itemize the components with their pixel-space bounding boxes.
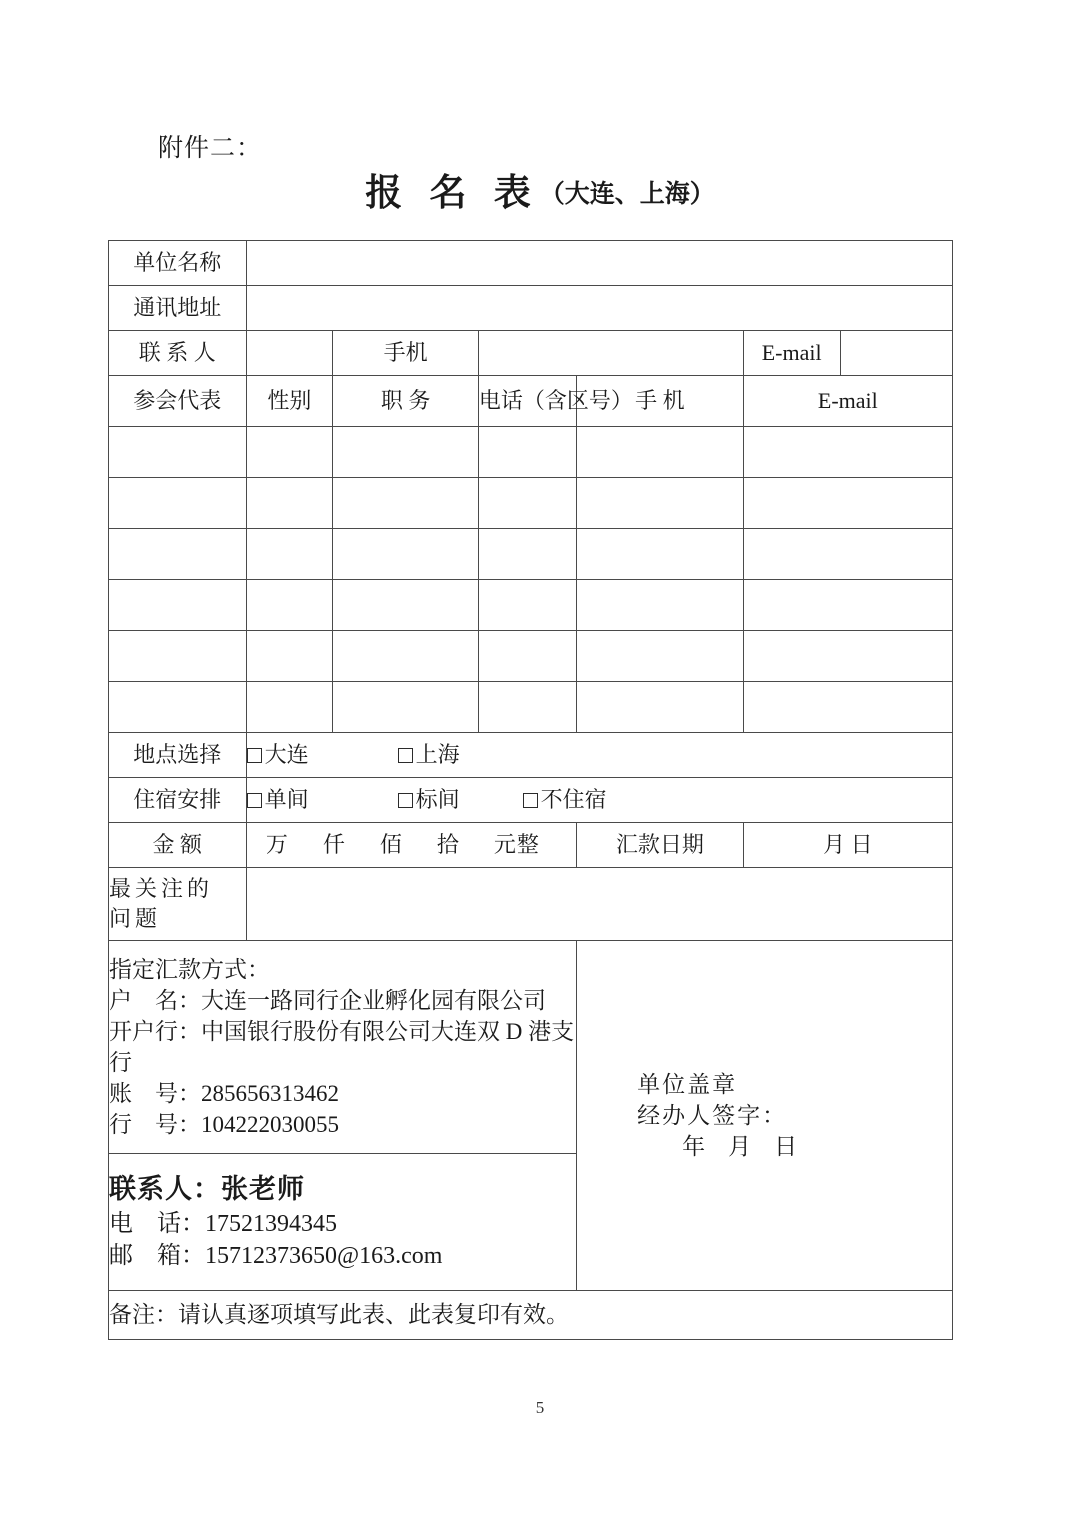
label-address: 通讯地址 <box>109 286 247 331</box>
cell-delegate-email[interactable] <box>743 631 952 682</box>
cell-delegate-position[interactable] <box>333 427 479 478</box>
table-row-bank-info <box>109 941 953 1154</box>
cell-delegate-mobile[interactable] <box>577 529 743 580</box>
cell-delegate-phone[interactable] <box>478 631 576 682</box>
table-row-location <box>109 733 953 778</box>
bank-account-name-value: 大连一路同行企业孵化园有限公司 <box>201 987 546 1013</box>
cell-delegate-email[interactable] <box>743 529 952 580</box>
bank-branch <box>109 1016 576 1078</box>
bank-routing-number <box>109 1109 576 1140</box>
page-title <box>0 162 1080 216</box>
date-day-label: 日 <box>774 1134 799 1160</box>
amount-unit-qian: 仟 <box>322 832 346 858</box>
cell-delegate-position[interactable] <box>333 580 479 631</box>
checkbox-option-no-room[interactable] <box>523 785 607 815</box>
cell-delegate-email[interactable] <box>743 682 952 733</box>
label-unit-name: 单位名称 <box>109 241 247 286</box>
cell-delegate-email[interactable] <box>743 478 952 529</box>
amount-unit-wan: 万 <box>265 832 289 858</box>
label-main-concern-line1: 最关注的 <box>109 876 214 902</box>
label-main-concern <box>109 868 247 941</box>
checkbox-label: 不住宿 <box>540 787 607 813</box>
table-row <box>109 529 953 580</box>
bank-branch-value: 中国银行股份有限公司大连双 D 港支行 <box>109 1018 575 1075</box>
label-contact-mobile: 手机 <box>333 331 479 376</box>
label-location: 地点选择 <box>109 733 247 778</box>
organizer-contact-person-key: 联系人： <box>109 1174 221 1205</box>
organizer-contact-person-value: 张老师 <box>221 1174 305 1205</box>
seal-signature-block[interactable] <box>577 941 953 1291</box>
accommodation-options <box>246 778 952 823</box>
table-row <box>109 682 953 733</box>
col-header-gender: 性别 <box>246 376 333 427</box>
bank-routing-number-key: 行 号： <box>109 1112 201 1138</box>
page-number: 5 <box>535 1398 545 1417</box>
table-row <box>109 580 953 631</box>
organizer-phone-value: 17521394345 <box>205 1210 337 1237</box>
label-accommodation: 住宿安排 <box>109 778 247 823</box>
cell-delegate-gender[interactable] <box>246 529 333 580</box>
checkbox-option-single-room[interactable] <box>247 785 309 815</box>
cell-delegate-phone[interactable] <box>478 478 576 529</box>
label-remit-date: 汇款日期 <box>577 823 743 868</box>
attachment-label: 附件二： <box>158 135 263 162</box>
checkbox-label: 大连 <box>264 742 309 768</box>
table-row-delegate-header <box>109 376 953 427</box>
organizer-phone <box>109 1208 576 1240</box>
bank-account-number-value: 285656313462 <box>201 1081 339 1107</box>
field-unit-name[interactable] <box>246 241 952 286</box>
contact-email-group <box>743 331 952 376</box>
amount-unit-shi: 拾 <box>436 832 460 858</box>
cell-delegate-position[interactable] <box>333 478 479 529</box>
signature-date <box>577 1131 952 1162</box>
col-header-mobile: 手 机 <box>577 376 743 427</box>
checkbox-label: 标间 <box>415 787 460 813</box>
cell-delegate-gender[interactable] <box>246 580 333 631</box>
cell-delegate-phone[interactable] <box>478 529 576 580</box>
col-header-position: 职 务 <box>333 376 479 427</box>
organizer-email <box>109 1240 576 1272</box>
label-amount: 金 额 <box>109 823 247 868</box>
col-header-email: E-mail <box>743 376 952 427</box>
checkbox-option-dalian[interactable] <box>247 740 309 770</box>
cell-delegate-name[interactable] <box>109 529 247 580</box>
amount-unit-bai: 佰 <box>379 832 403 858</box>
cell-delegate-mobile[interactable] <box>577 478 743 529</box>
checkbox-icon[interactable] <box>398 748 413 763</box>
table-row-amount <box>109 823 953 868</box>
cell-delegate-mobile[interactable] <box>577 631 743 682</box>
cell-delegate-phone[interactable] <box>478 682 576 733</box>
remark-text: 备注：请认真逐项填写此表、此表复印有效。 <box>109 1291 953 1340</box>
organizer-email-value: 15712373650@163.com <box>205 1243 443 1270</box>
cell-delegate-mobile[interactable] <box>577 580 743 631</box>
cell-delegate-gender[interactable] <box>246 427 333 478</box>
label-contact-email: E-mail <box>744 331 841 375</box>
bank-transfer-info <box>109 941 577 1154</box>
field-address[interactable] <box>246 286 952 331</box>
organizer-email-key: 邮 箱： <box>109 1243 205 1270</box>
cell-delegate-name[interactable] <box>109 427 247 478</box>
table-row-concern <box>109 868 953 941</box>
checkbox-option-shanghai[interactable] <box>398 740 460 770</box>
bank-routing-number-value: 104222030055 <box>201 1112 339 1138</box>
cell-delegate-email[interactable] <box>743 427 952 478</box>
bank-account-name-key: 户 名： <box>109 987 201 1013</box>
label-contact-person: 联 系 人 <box>109 331 247 376</box>
date-month-label: 月 <box>728 1134 753 1160</box>
checkbox-icon[interactable] <box>247 793 262 808</box>
checkbox-option-standard-room[interactable] <box>398 785 460 815</box>
table-row-address <box>109 286 953 331</box>
cell-delegate-name[interactable] <box>109 682 247 733</box>
cell-delegate-position[interactable] <box>333 529 479 580</box>
organizer-phone-key: 电 话： <box>109 1210 205 1237</box>
field-remit-date[interactable]: 月 日 <box>743 823 952 868</box>
table-row <box>109 631 953 682</box>
bank-account-number <box>109 1078 576 1109</box>
bank-heading: 指定汇款方式： <box>109 956 270 982</box>
table-row-contact-person <box>109 331 953 376</box>
cell-delegate-gender[interactable] <box>246 631 333 682</box>
cell-delegate-phone[interactable] <box>478 427 576 478</box>
amount-units[interactable] <box>246 823 577 868</box>
table-row-unit-name <box>109 241 953 286</box>
date-year-label: 年 <box>682 1134 707 1160</box>
cell-delegate-mobile[interactable] <box>577 682 743 733</box>
location-options <box>246 733 952 778</box>
amount-unit-yuan: 元整 <box>493 832 540 858</box>
field-contact-email[interactable] <box>841 331 952 375</box>
cell-delegate-mobile[interactable] <box>577 427 743 478</box>
col-header-delegate: 参会代表 <box>109 376 247 427</box>
field-contact-name[interactable] <box>246 331 333 376</box>
table-row-remark <box>109 1291 953 1340</box>
cell-delegate-email[interactable] <box>743 580 952 631</box>
cell-delegate-position[interactable] <box>333 682 479 733</box>
cell-delegate-gender[interactable] <box>246 682 333 733</box>
page-title-main: 报 名 表 <box>365 173 540 214</box>
field-contact-mobile[interactable] <box>478 331 743 376</box>
field-main-concern[interactable] <box>246 868 952 941</box>
col-header-phone: 电话（含区号） <box>478 376 576 427</box>
label-main-concern-line2: 问题 <box>109 906 162 931</box>
table-row-accommodation <box>109 778 953 823</box>
registration-form-table <box>108 240 953 1340</box>
table-row <box>109 478 953 529</box>
seal-label: 单位盖章 <box>637 1071 738 1097</box>
cell-delegate-name[interactable] <box>109 580 247 631</box>
checkbox-label: 上海 <box>415 742 460 768</box>
bank-account-number-key: 账 号： <box>109 1081 201 1107</box>
cell-delegate-position[interactable] <box>333 631 479 682</box>
organizer-contact-info <box>109 1154 577 1291</box>
cell-delegate-phone[interactable] <box>478 580 576 631</box>
bank-account-name <box>109 985 576 1016</box>
cell-delegate-name[interactable] <box>109 478 247 529</box>
handler-signature-label: 经办人签字： <box>637 1102 788 1128</box>
checkbox-label: 单间 <box>264 787 309 813</box>
checkbox-icon[interactable] <box>247 748 262 763</box>
bank-branch-key: 开户行： <box>109 1018 201 1044</box>
checkbox-icon[interactable] <box>523 793 538 808</box>
cell-delegate-name[interactable] <box>109 631 247 682</box>
checkbox-icon[interactable] <box>398 793 413 808</box>
page-title-sub: （大连、上海） <box>539 181 715 208</box>
organizer-contact-person <box>109 1171 576 1207</box>
cell-delegate-gender[interactable] <box>246 478 333 529</box>
table-row <box>109 427 953 478</box>
